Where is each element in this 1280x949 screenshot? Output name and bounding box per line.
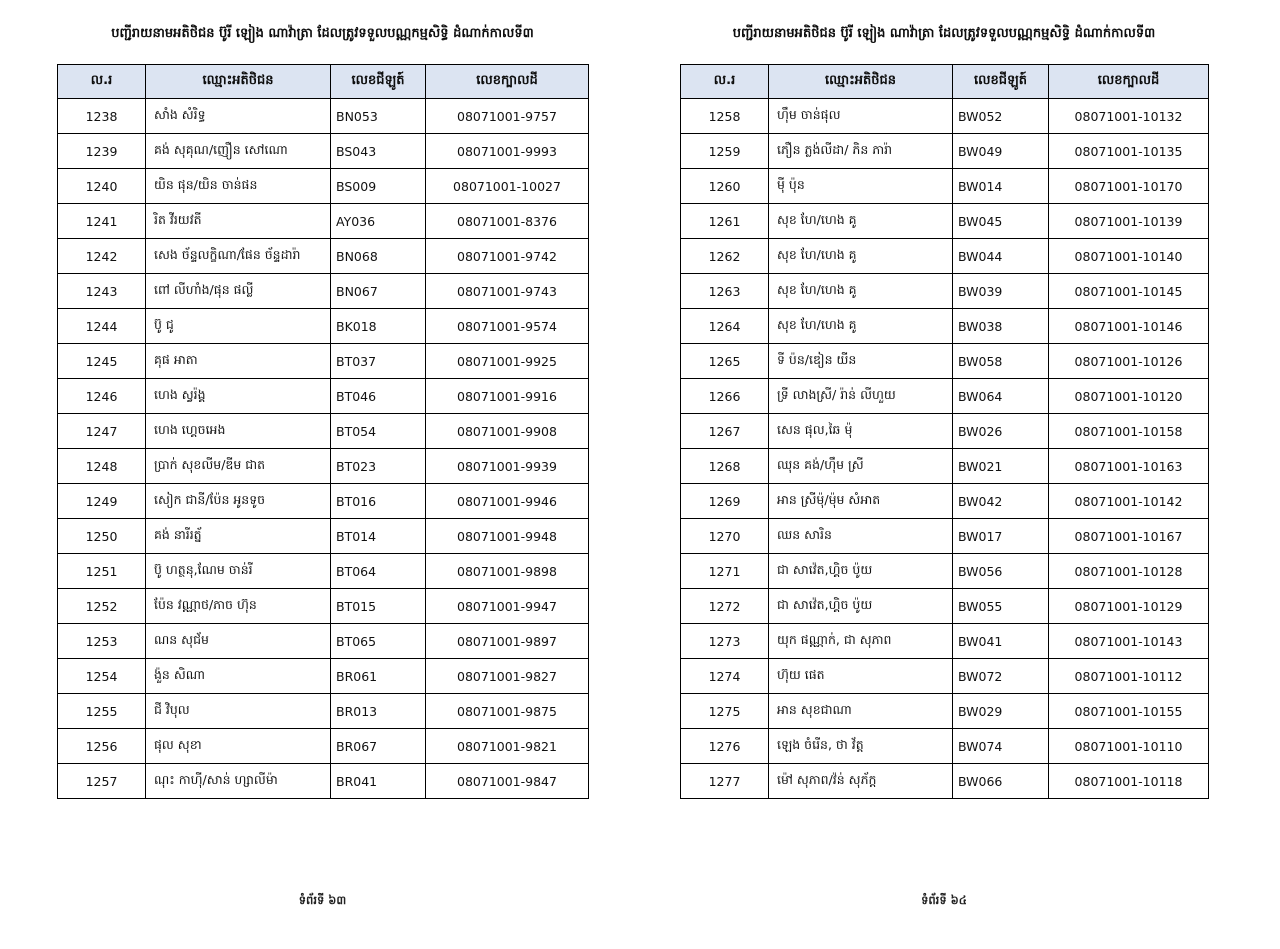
row-number-cell: 1269 [681,484,769,519]
table-row [58,169,589,204]
parcel-number-cell: 08071001-9947 [426,589,589,624]
row-number-cell: 1272 [681,589,769,624]
lot-number-cell: BT064 [331,554,426,589]
lot-number-cell: BT015 [331,589,426,624]
row-number-cell: 1265 [681,344,769,379]
parcel-number-cell: 08071001-10158 [1049,414,1209,449]
row-number-cell: 1260 [681,169,769,204]
row-number-cell: 1264 [681,309,769,344]
lot-number-cell: BW044 [953,239,1049,274]
customer-name-cell: គង់ សុគុណ/ញឿន សៅណោ [146,134,331,169]
customer-name-cell: អាន ស្រីម៉ុ/ម៉ុម សំអាត [769,484,953,519]
table-row [681,729,1209,764]
lot-number-cell: BW064 [953,379,1049,414]
customer-table-left [57,64,589,799]
parcel-number-cell: 08071001-9847 [426,764,589,799]
parcel-number-cell: 08071001-10132 [1049,99,1209,134]
table-row [681,274,1209,309]
row-number-cell: 1238 [58,99,146,134]
table-row [681,169,1209,204]
customer-name-cell: ប្រាក់ សុខលីម/ឌីម ជាត [146,449,331,484]
table-row [681,204,1209,239]
table-row [681,309,1209,344]
customer-name-cell: ផុល សុខា [146,729,331,764]
lot-number-cell: BW014 [953,169,1049,204]
row-number-cell: 1254 [58,659,146,694]
table-row [58,449,589,484]
customer-name-cell: ពៅ លីហាំង/ផុន ផល្លី [146,274,331,309]
table-row [58,554,589,589]
row-number-cell: 1271 [681,554,769,589]
table-row [58,309,589,344]
customer-name-cell: ហ៊ឹម ចាន់ផុល [769,99,953,134]
customer-name-cell: ជា សាវ៉េត,ហ្គិច ប៉ូយ [769,554,953,589]
page-title: បញ្ជីរាយនាមអតិថិជន ប៊ូរី ឡៀង ណាវ៉ាត្រា ដែលត្រូវទទួលបណ្ណកម្មសិទ្ធិ ដំណាក់កាលទី៣ [111,26,534,41]
parcel-number-cell: 08071001-9916 [426,379,589,414]
customer-name-cell: ភឿន ភ្លង់លីដា/ ភិន ភារ៉ា [769,134,953,169]
row-number-cell: 1249 [58,484,146,519]
row-number-cell: 1274 [681,659,769,694]
lot-number-cell: BN068 [331,239,426,274]
table-row [681,379,1209,414]
row-number-cell: 1275 [681,694,769,729]
row-number-cell: 1257 [58,764,146,799]
parcel-number-cell: 08071001-10126 [1049,344,1209,379]
parcel-number-cell: 08071001-10145 [1049,274,1209,309]
parcel-number-cell: 08071001-9948 [426,519,589,554]
parcel-number-cell: 08071001-9908 [426,414,589,449]
row-number-cell: 1246 [58,379,146,414]
table-row [681,414,1209,449]
customer-name-cell: ហេង ហ្គេចអេង [146,414,331,449]
table-row [58,484,589,519]
lot-number-cell: BW038 [953,309,1049,344]
customer-name-cell: ប៊ូ ជូ [146,309,331,344]
page-title: បញ្ជីរាយនាមអតិថិជន ប៊ូរី ឡៀង ណាវ៉ាត្រា ដែលត្រូវទទួលបណ្ណកម្មសិទ្ធិ ដំណាក់កាលទី៣ [732,26,1156,41]
row-number-cell: 1258 [681,99,769,134]
table-row [58,414,589,449]
lot-number-cell: BN053 [331,99,426,134]
column-header: ល.រ [58,65,146,99]
table-row [58,624,589,659]
row-number-cell: 1276 [681,729,769,764]
customer-name-cell: ណន សុជ័ម [146,624,331,659]
table-row [681,484,1209,519]
table-row [58,659,589,694]
table-row [681,519,1209,554]
table-row [681,344,1209,379]
parcel-number-cell: 08071001-10112 [1049,659,1209,694]
parcel-number-cell: 08071001-9875 [426,694,589,729]
table-row [58,204,589,239]
parcel-number-cell: 08071001-10146 [1049,309,1209,344]
customer-name-cell: យិន ផុន/យិន ចាន់ផន [146,169,331,204]
table-row [58,589,589,624]
lot-number-cell: BT054 [331,414,426,449]
lot-number-cell: BW072 [953,659,1049,694]
table-row [58,344,589,379]
lot-number-cell: BR067 [331,729,426,764]
table-header-row [58,65,589,99]
table-row [681,449,1209,484]
table-row [681,624,1209,659]
customer-table-right [680,64,1209,799]
customer-name-cell: ទ្រី លាងស្រី/ រ៉ាន់ លីហួយ [769,379,953,414]
lot-number-cell: BN067 [331,274,426,309]
parcel-number-cell: 08071001-10170 [1049,169,1209,204]
customer-name-cell: យុក ផណ្ណាក់, ជា សុភាព [769,624,953,659]
table-row [681,659,1209,694]
row-number-cell: 1253 [58,624,146,659]
table-row [58,729,589,764]
parcel-number-cell: 08071001-9898 [426,554,589,589]
lot-number-cell: BR013 [331,694,426,729]
parcel-number-cell: 08071001-10128 [1049,554,1209,589]
lot-number-cell: BR061 [331,659,426,694]
row-number-cell: 1245 [58,344,146,379]
customer-name-cell: រិត វីរយវតី [146,204,331,239]
row-number-cell: 1244 [58,309,146,344]
parcel-number-cell: 08071001-10163 [1049,449,1209,484]
table-row [681,134,1209,169]
row-number-cell: 1239 [58,134,146,169]
customer-name-cell: ប៉ែន វណ្ណាថ/ភាច ហ៊ុន [146,589,331,624]
customer-name-cell: សាំង សំរិទ្ធ [146,99,331,134]
parcel-number-cell: 08071001-10120 [1049,379,1209,414]
lot-number-cell: BW055 [953,589,1049,624]
customer-name-cell: សុខ ហែ/ហេង គូ [769,274,953,309]
parcel-number-cell: 08071001-9574 [426,309,589,344]
customer-name-cell: ម៉ៅ សុភាព/វ៉ន់ សុភ័ក្ត [769,764,953,799]
customer-name-cell: ប៊ូ ហត្ថនុ,ណែម ចាន់រី [146,554,331,589]
parcel-number-cell: 08071001-10027 [426,169,589,204]
column-header: លេខក្បាលដី [1049,65,1209,99]
lot-number-cell: BW041 [953,624,1049,659]
customer-name-cell: ជី វិបុល [146,694,331,729]
row-number-cell: 1247 [58,414,146,449]
parcel-number-cell: 08071001-9742 [426,239,589,274]
parcel-number-cell: 08071001-9821 [426,729,589,764]
lot-number-cell: BW074 [953,729,1049,764]
page-number-right: ទំព័រទី ៦៤ [921,893,967,907]
customer-name-cell: អាន សុខជាណា [769,694,953,729]
table-row [681,239,1209,274]
lot-number-cell: BT014 [331,519,426,554]
table-row [681,99,1209,134]
table-row [681,589,1209,624]
customer-name-cell: ទី ប៉ន/ឌៀន យីន [769,344,953,379]
row-number-cell: 1268 [681,449,769,484]
table-row [58,379,589,414]
lot-number-cell: BW052 [953,99,1049,134]
row-number-cell: 1267 [681,414,769,449]
table-row [681,764,1209,799]
parcel-number-cell: 08071001-9925 [426,344,589,379]
row-number-cell: 1259 [681,134,769,169]
lot-number-cell: BT046 [331,379,426,414]
lot-number-cell: BT016 [331,484,426,519]
table-header-row [681,65,1209,99]
parcel-number-cell: 08071001-10129 [1049,589,1209,624]
customer-name-cell: ហ៊ុយ ផេត [769,659,953,694]
lot-number-cell: BW017 [953,519,1049,554]
lot-number-cell: BW021 [953,449,1049,484]
row-number-cell: 1250 [58,519,146,554]
row-number-cell: 1263 [681,274,769,309]
lot-number-cell: BW049 [953,134,1049,169]
customer-name-cell: គង់ នារីរត្ន័ [146,519,331,554]
row-number-cell: 1241 [58,204,146,239]
lot-number-cell: BK018 [331,309,426,344]
page-number-left: ទំព័រទី ៦៣ [298,893,347,907]
customer-name-cell: សេង ច័ន្ទលក្ខិណា/ផែន ច័ន្ទដារ៉ា [146,239,331,274]
customer-name-cell: ណុះ កាហ៊ី/សាន់ ហ្សាលីម៉ា [146,764,331,799]
column-header: ល.រ [681,65,769,99]
parcel-number-cell: 08071001-9939 [426,449,589,484]
column-header: លេខជីឡូត៍ [331,65,426,99]
column-header: ឈ្មោះអតិថិជន [146,65,331,99]
parcel-number-cell: 08071001-10139 [1049,204,1209,239]
table-row [58,239,589,274]
customer-name-cell: ជា សាវ៉េត,ហ្គិច ប៉ូយ [769,589,953,624]
row-number-cell: 1243 [58,274,146,309]
left-page-column [57,26,588,799]
parcel-number-cell: 08071001-10118 [1049,764,1209,799]
table-row [681,694,1209,729]
table-row [58,274,589,309]
parcel-number-cell: 08071001-10143 [1049,624,1209,659]
row-number-cell: 1261 [681,204,769,239]
lot-number-cell: BT023 [331,449,426,484]
table-row [58,764,589,799]
parcel-number-cell: 08071001-10135 [1049,134,1209,169]
parcel-number-cell: 08071001-10167 [1049,519,1209,554]
lot-number-cell: BW045 [953,204,1049,239]
lot-number-cell: BW066 [953,764,1049,799]
row-number-cell: 1262 [681,239,769,274]
customer-name-cell: ឡេង ចំរើន, ថា វ័ត្ត [769,729,953,764]
lot-number-cell: BS043 [331,134,426,169]
lot-number-cell: BS009 [331,169,426,204]
row-number-cell: 1242 [58,239,146,274]
column-header: ឈ្មោះអតិថិជន [769,65,953,99]
lot-number-cell: BW042 [953,484,1049,519]
customer-name-cell: សៀក ជានី/ប៉ែន អូនទូច [146,484,331,519]
row-number-cell: 1248 [58,449,146,484]
customer-name-cell: សុខ ហែ/ហេង គូ [769,239,953,274]
table-row [681,554,1209,589]
customer-name-cell: សុខ ហែ/ហេង គូ [769,204,953,239]
customer-name-cell: ង៉ួន សិណា [146,659,331,694]
table-row [58,519,589,554]
right-page-column [680,26,1208,799]
lot-number-cell: BT037 [331,344,426,379]
parcel-number-cell: 08071001-9757 [426,99,589,134]
lot-number-cell: BW029 [953,694,1049,729]
lot-number-cell: BR041 [331,764,426,799]
parcel-number-cell: 08071001-10140 [1049,239,1209,274]
parcel-number-cell: 08071001-9743 [426,274,589,309]
table-row [58,134,589,169]
lot-number-cell: BW026 [953,414,1049,449]
parcel-number-cell: 08071001-8376 [426,204,589,239]
column-header: លេខជីឡូត៍ [953,65,1049,99]
lot-number-cell: BW058 [953,344,1049,379]
row-number-cell: 1252 [58,589,146,624]
lot-number-cell: AY036 [331,204,426,239]
row-number-cell: 1251 [58,554,146,589]
customer-name-cell: គុផ អាតា [146,344,331,379]
customer-name-cell: សុខ ហែ/ហេង គូ [769,309,953,344]
row-number-cell: 1255 [58,694,146,729]
row-number-cell: 1277 [681,764,769,799]
parcel-number-cell: 08071001-10110 [1049,729,1209,764]
customer-name-cell: ហេង ស្វរ៉ង្គ [146,379,331,414]
customer-name-cell: សេន ផុល,ឆៃ ម៉ុ [769,414,953,449]
row-number-cell: 1270 [681,519,769,554]
customer-name-cell: ឈុន គង់/ហ៊ឹម ស្រី [769,449,953,484]
parcel-number-cell: 08071001-10155 [1049,694,1209,729]
lot-number-cell: BT065 [331,624,426,659]
lot-number-cell: BW056 [953,554,1049,589]
parcel-number-cell: 08071001-9946 [426,484,589,519]
parcel-number-cell: 08071001-9827 [426,659,589,694]
lot-number-cell: BW039 [953,274,1049,309]
row-number-cell: 1256 [58,729,146,764]
row-number-cell: 1240 [58,169,146,204]
column-header: លេខក្បាលដី [426,65,589,99]
customer-name-cell: ម៉ី ប៉ុន [769,169,953,204]
row-number-cell: 1266 [681,379,769,414]
customer-name-cell: ឈន សារិន [769,519,953,554]
parcel-number-cell: 08071001-9993 [426,134,589,169]
parcel-number-cell: 08071001-9897 [426,624,589,659]
table-row [58,694,589,729]
parcel-number-cell: 08071001-10142 [1049,484,1209,519]
table-row [58,99,589,134]
row-number-cell: 1273 [681,624,769,659]
